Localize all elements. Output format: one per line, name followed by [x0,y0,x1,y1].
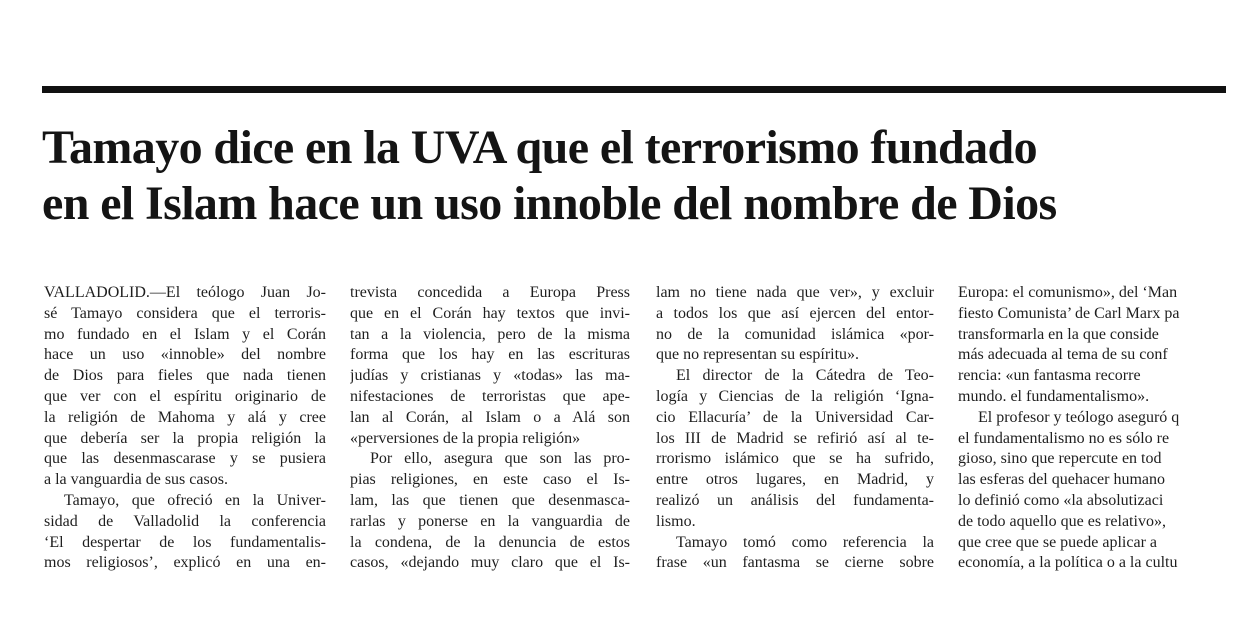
text-line: la religión de Mahoma y alá y cree [44,408,326,426]
text-line: trevista concedida a Europa Press [350,284,630,301]
text-line: transformarla en la que conside [958,325,1159,343]
text-line: hace un uso «innoble» del nombre [44,346,326,364]
text-line: a todos los que así ejercen del entor- [656,304,934,322]
text-line: ‘El despertar de los fundamentalis- [44,533,326,551]
text-line: Tamayo, que ofreció en la Univer- [64,491,326,509]
text-line: Europa: el comunismo», del ‘Man [958,284,1178,301]
text-line: los III de Madrid se refirió así al te- [656,429,934,447]
text-line: «perversiones de la propia religión» [350,429,581,447]
text-line: judías y cristianas y «todas» las ma- [350,367,630,385]
text-line: que en el Corán hay textos que invi- [350,304,630,322]
text-line: frase «un fantasma se cierne sobre [656,554,934,572]
text-line: VALLADOLID.—El teólogo Juan Jo- [44,284,326,301]
text-line: sé Tamayo considera que el terroris- [44,304,326,322]
headline [42,120,1232,232]
text-line: mo fundado en el Islam y el Corán [44,325,326,343]
text-line: que cree que se puede aplicar a [958,533,1157,551]
text-line: casos, «dejando muy claro que el Is- [350,554,630,572]
text-line: mundo. el fundamentalismo». [958,387,1150,405]
text-line: no de la comunidad islámica «por- [656,325,934,343]
text-line: sidad de Valladolid la conferencia [44,512,326,530]
text-line: que debería ser la propia religión la [44,429,326,447]
article-column-1 [44,283,326,574]
text-line: las esferas del quehacer humano [958,471,1166,489]
text-line: lam no tiene nada que ver», y excluir [656,284,934,301]
text-line: más adecuada al tema de su conf [958,346,1168,364]
text-line: mos religiosos’, explicó en una en- [44,554,326,572]
text-line: lan al Corán, al Islam o a Alá son [350,408,630,426]
text-line: nifestaciones de terroristas que ape- [350,387,630,405]
article-column-3 [656,283,934,574]
headline-line-2: en el Islam hace un uso innoble del nombre de Dios [42,177,1057,230]
text-line: El profesor y teólogo aseguró q [978,408,1180,426]
text-line: forma que los hay en las escrituras [350,346,630,364]
text-line: lismo. [656,512,696,530]
text-line: lo definió como «la absolutizaci [958,491,1164,509]
text-line: a la vanguardia de sus casos. [44,471,228,489]
text-line: cio Ellacuría’ de la Universidad Car- [656,408,934,426]
text-line: pias religiones, en este caso el Is- [350,471,630,489]
text-line: la condena, de la denuncia de estos [350,533,630,551]
text-line: logía y Ciencias de la religión ‘Igna- [656,387,934,405]
article-column-2 [350,283,630,574]
text-line: el fundamentalismo no es sólo re [958,429,1170,447]
text-line: de todo aquello que es relativo», [958,512,1166,530]
text-line: gioso, sino que repercute en tod [958,450,1162,468]
text-line: que las desenmascarase y se pusiera [44,450,326,468]
text-line: rencia: «un fantasma recorre [958,367,1141,385]
article-column-4 [958,283,1242,574]
text-line: que ver con el espíritu originario de [44,387,326,405]
top-rule [42,86,1226,93]
text-line: entre otros lugares, en Madrid, y [656,471,934,489]
text-line: de Dios para fieles que nada tienen [44,367,326,385]
text-line: fiesto Comunista’ de Carl Marx pa [958,304,1180,322]
text-line: que no representan su espíritu». [656,346,860,364]
text-line: Por ello, asegura que son las pro- [370,450,630,468]
text-line: El director de la Cátedra de Teo- [676,367,934,385]
text-line: realizó un análisis del fundamenta- [656,491,934,509]
headline-line-1: Tamayo dice en la UVA que el terrorismo fundado [42,121,1037,174]
text-line: rarlas y ponerse en la vanguardia de [350,512,630,530]
text-line: rrorismo islámico que se ha sufrido, [656,450,934,468]
text-line: lam, las que tienen que desenmasca- [350,491,630,509]
text-line: tan a la violencia, pero de la misma [350,325,630,343]
text-line: Tamayo tomó como referencia la [676,533,934,551]
text-line: economía, a la política o a la cultu [958,554,1178,572]
